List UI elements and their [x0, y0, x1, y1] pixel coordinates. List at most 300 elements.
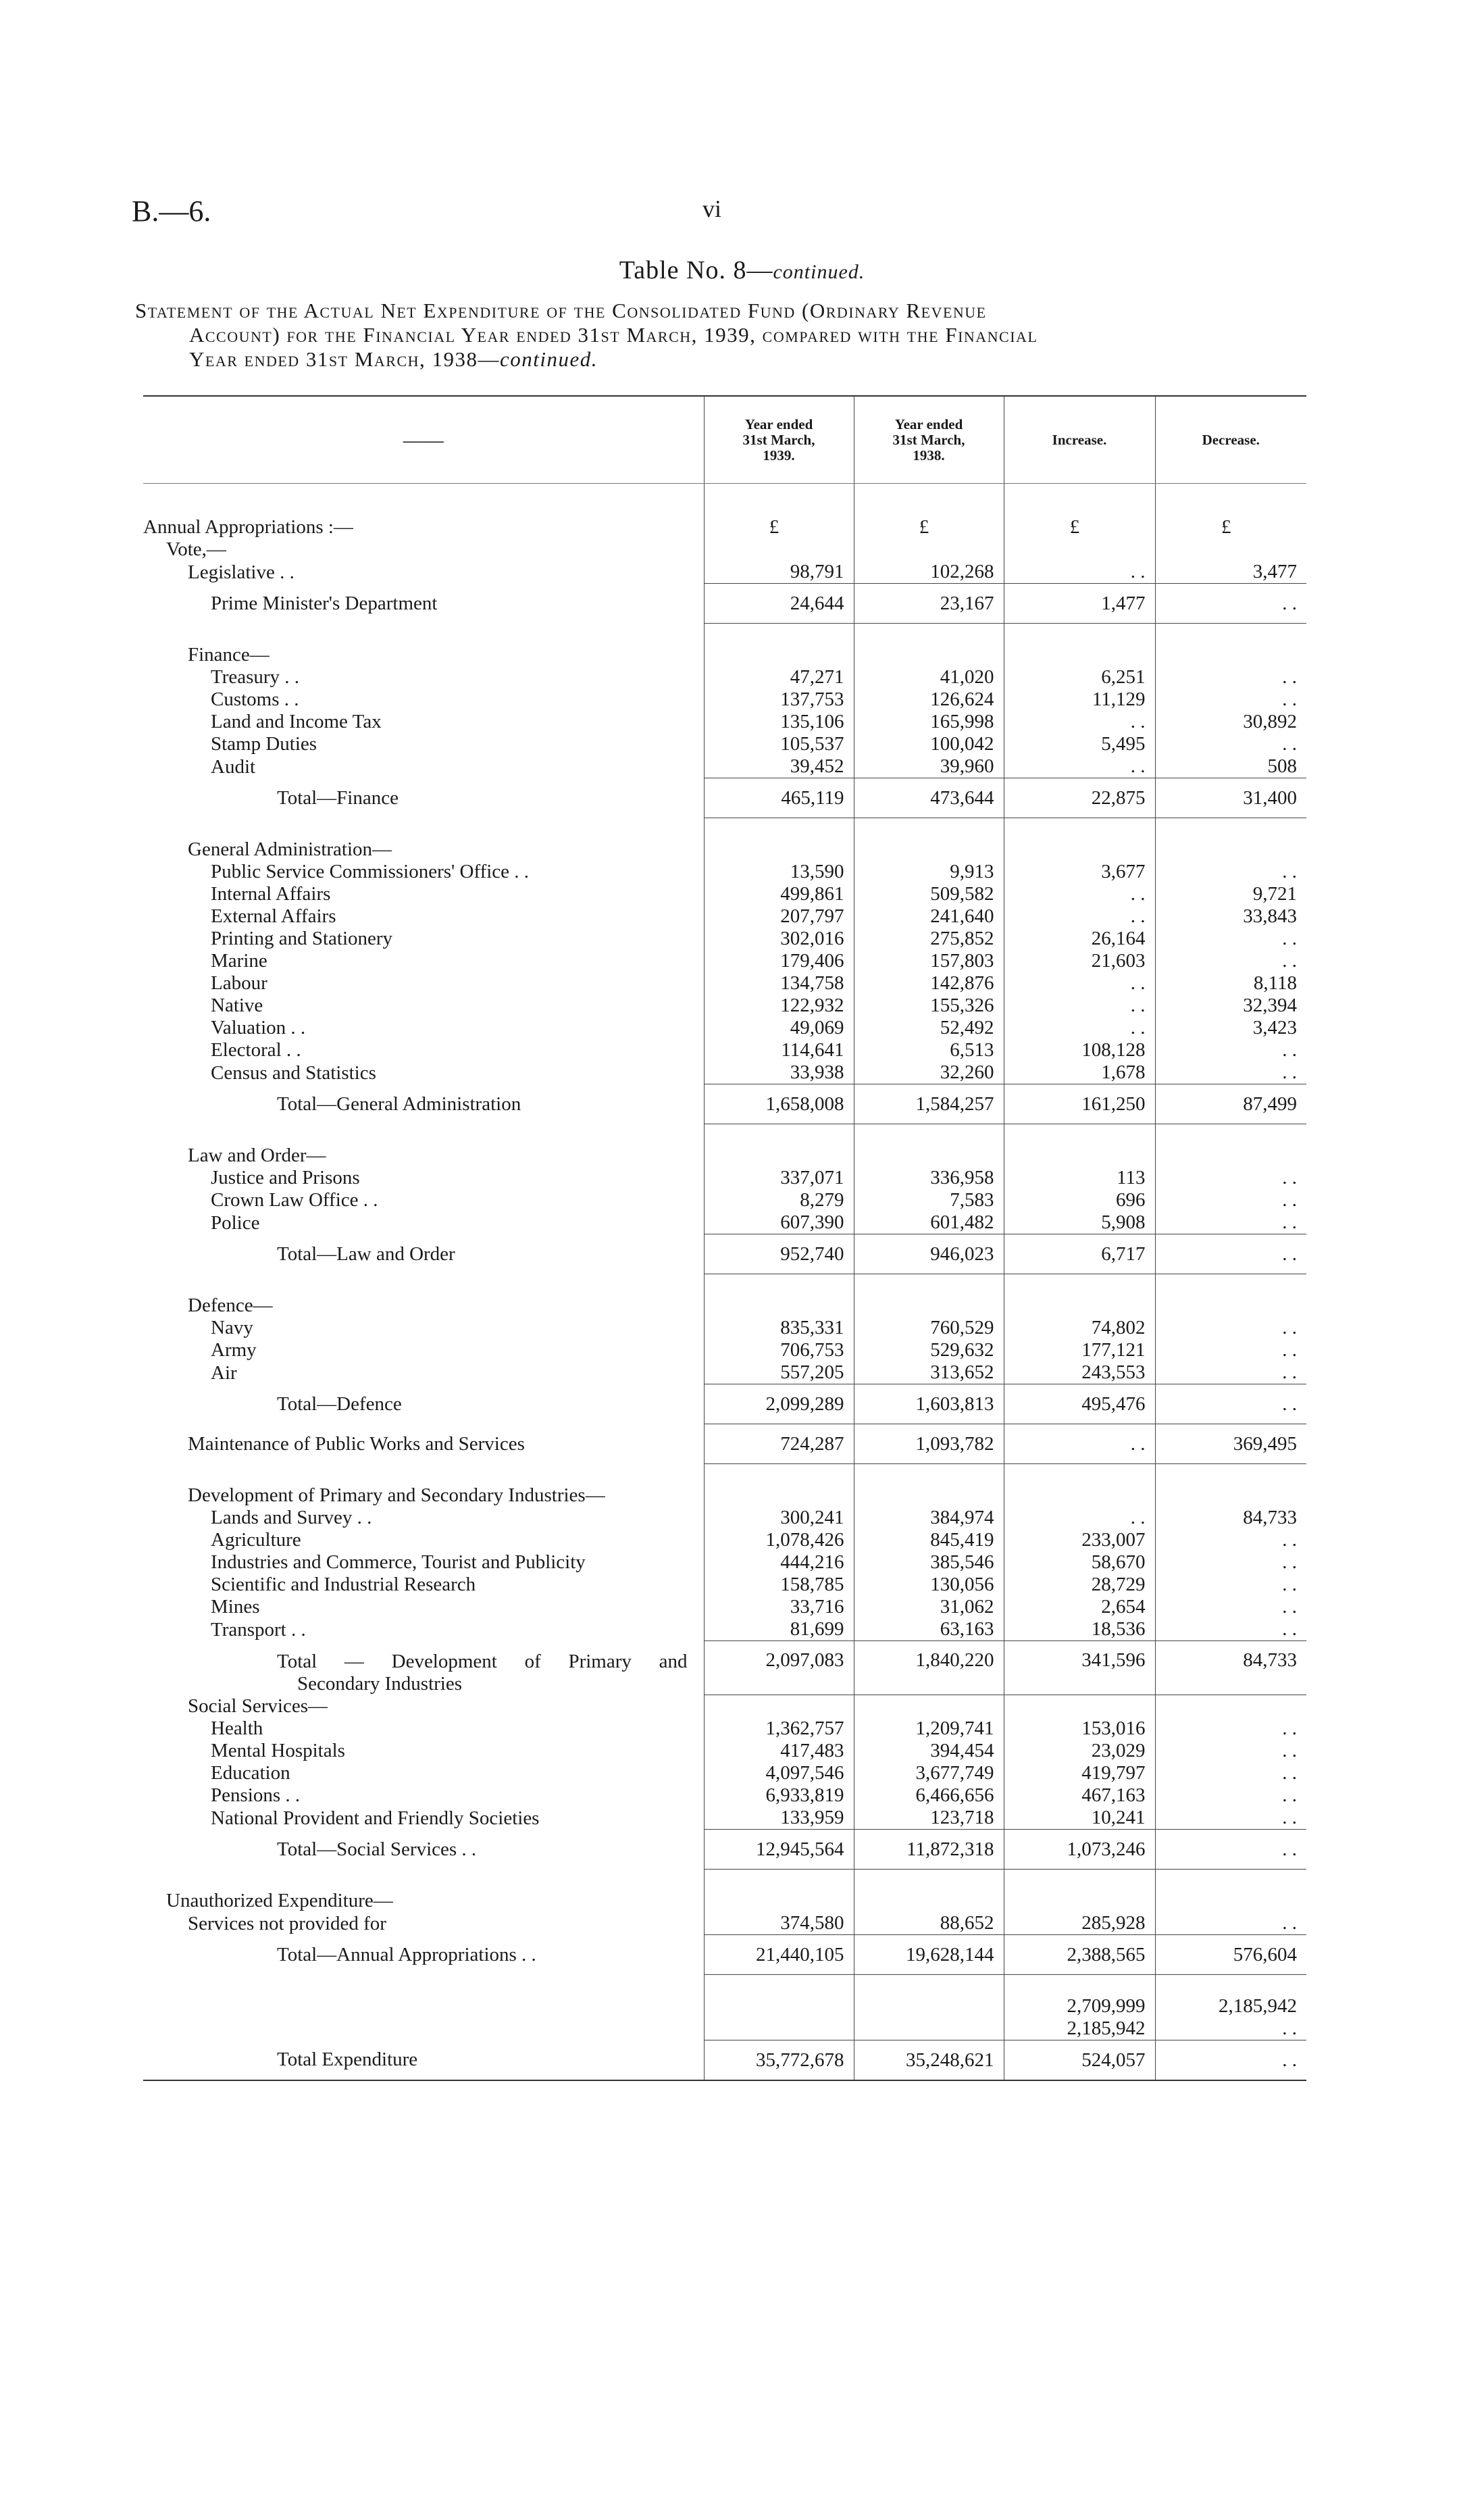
table-row [143, 905, 1306, 928]
value-1939: 835,331 [704, 1317, 854, 1339]
table-caption [135, 299, 1344, 372]
table-row [143, 838, 1306, 861]
value-1939: 8,279 [704, 1189, 854, 1211]
table-row [143, 1596, 1306, 1618]
row-label: Public Service Commissioners' Office . . [211, 861, 530, 882]
value-1939: 33,716 [704, 1596, 854, 1618]
value-increase: 113 [1004, 1167, 1155, 1189]
table-row [143, 1529, 1306, 1551]
table-row [143, 561, 1306, 584]
value-increase: . . [1004, 755, 1155, 778]
value-increase: . . [1004, 1507, 1155, 1529]
value-decrease: . . [1155, 1762, 1306, 1784]
table-title-main: Table No. 8— [619, 256, 773, 284]
value-increase: . . [1004, 883, 1155, 905]
value-1938: 529,632 [854, 1339, 1004, 1361]
table-row [143, 1017, 1306, 1039]
row-label: Police [211, 1211, 260, 1234]
value-1938: 126,624 [854, 688, 1004, 711]
row-label: Scientific and Industrial Research [211, 1574, 476, 1595]
value-increase: 1,678 [1004, 1061, 1155, 1084]
row-label: Valuation . . [211, 1017, 306, 1038]
value-increase: 2,185,942 [1004, 2018, 1155, 2040]
row-label: Agriculture [211, 1529, 301, 1551]
value-increase: 18,536 [1004, 1618, 1155, 1641]
value-decrease: . . [1155, 1912, 1306, 1935]
group-heading: Social Services— [188, 1695, 328, 1717]
value-1939: 4,097,546 [704, 1762, 854, 1784]
value-decrease: 31,400 [1155, 778, 1306, 818]
value-1938: 1,093,782 [854, 1424, 1004, 1464]
table-title [0, 255, 1484, 285]
value-decrease: . . [1155, 2040, 1306, 2081]
value-increase: . . [1004, 1424, 1155, 1464]
value-1938: 946,023 [854, 1234, 1004, 1274]
value-1938: 142,876 [854, 972, 1004, 995]
value-1939: 2,099,289 [704, 1384, 854, 1424]
value-1938: 100,042 [854, 733, 1004, 755]
currency-symbol: £ [1155, 516, 1306, 538]
value-increase: 161,250 [1004, 1084, 1155, 1124]
value-1938: 1,209,741 [854, 1718, 1004, 1740]
expenditure-table [143, 395, 1306, 2081]
table-row [143, 1211, 1306, 1234]
table-row [143, 1317, 1306, 1339]
group-heading: Development of Primary and Secondary Industries— [188, 1484, 605, 1506]
value-decrease: . . [1155, 1061, 1306, 1084]
value-1938: 123,718 [854, 1807, 1004, 1830]
caption-line-3-text: Year ended 31st March, 1938— [189, 347, 501, 371]
value-1939: 1,078,426 [704, 1529, 854, 1551]
table-row [143, 755, 1306, 778]
row-label: Annual Appropriations :— [143, 516, 353, 538]
value-decrease: . . [1155, 928, 1306, 950]
value-1939: 33,938 [704, 1061, 854, 1084]
header-1938-line: Year ended [894, 416, 963, 432]
table-row [143, 1424, 1306, 1464]
value-increase: 3,677 [1004, 861, 1155, 883]
row-label: Land and Income Tax [211, 711, 382, 732]
row-label: Total—Annual Appropriations . . [277, 1943, 536, 1965]
value-decrease: . . [1155, 1167, 1306, 1189]
value-1939: 300,241 [704, 1507, 854, 1529]
value-1938: 6,466,656 [854, 1784, 1004, 1807]
caption-line-3-continued: continued. [500, 347, 598, 371]
currency-symbol: £ [854, 516, 1004, 538]
value-1939: 114,641 [704, 1039, 854, 1061]
value-1939: 607,390 [704, 1211, 854, 1234]
value-increase: 2,709,999 [1004, 1995, 1155, 2018]
value-increase: . . [1004, 711, 1155, 733]
table-row [143, 972, 1306, 995]
row-label: Internal Affairs [211, 883, 331, 905]
row-label: Industries and Commerce, Tourist and Publicity [211, 1551, 586, 1573]
row-label: Census and Statistics [211, 1061, 376, 1084]
value-decrease: . . [1155, 1740, 1306, 1762]
row-label: Total—Law and Order [277, 1243, 455, 1265]
value-decrease: . . [1155, 1317, 1306, 1339]
value-1939: 21,440,105 [704, 1935, 854, 1975]
table-row [143, 1574, 1306, 1596]
value-1938: 241,640 [854, 905, 1004, 928]
group-heading: Defence— [188, 1295, 273, 1316]
value-1939: 12,945,564 [704, 1830, 854, 1870]
value-decrease: . . [1155, 1529, 1306, 1551]
value-increase: 58,670 [1004, 1551, 1155, 1574]
value-decrease: 9,721 [1155, 883, 1306, 905]
header-1938 [854, 396, 1004, 484]
value-1939: 137,753 [704, 688, 854, 711]
value-1939: 1,658,008 [704, 1084, 854, 1124]
value-decrease: 32,394 [1155, 995, 1306, 1017]
value-1939: 81,699 [704, 1618, 854, 1641]
row-label: Services not provided for [188, 1912, 386, 1934]
table-row [143, 1295, 1306, 1317]
row-label: Stamp Duties [211, 733, 317, 755]
value-decrease: . . [1155, 1339, 1306, 1361]
header-1939-line: 1939. [763, 447, 795, 463]
row-label: Justice and Prisons [211, 1167, 360, 1188]
row-label: Pensions . . [211, 1784, 301, 1806]
row-label: Education [211, 1762, 290, 1784]
value-decrease: . . [1155, 584, 1306, 624]
value-1939: 98,791 [704, 561, 854, 584]
header-1939-line: 31st March, [742, 431, 815, 448]
value-decrease: . . [1155, 1784, 1306, 1807]
value-increase: 74,802 [1004, 1317, 1155, 1339]
value-decrease: . . [1155, 950, 1306, 972]
value-increase: . . [1004, 972, 1155, 995]
value-1938: 336,958 [854, 1167, 1004, 1189]
value-decrease: . . [1155, 2018, 1306, 2040]
row-label: Printing and Stationery [211, 928, 393, 949]
value-1938: 19,628,144 [854, 1935, 1004, 1975]
value-decrease: 84,733 [1155, 1641, 1306, 1695]
value-decrease: . . [1155, 1718, 1306, 1740]
header-1939-line: Year ended [744, 416, 813, 432]
table-row [143, 1234, 1306, 1274]
value-1938: 35,248,621 [854, 2040, 1004, 2081]
value-1938: 23,167 [854, 584, 1004, 624]
value-increase: 233,007 [1004, 1529, 1155, 1551]
row-label: Treasury . . [211, 666, 300, 688]
table-row [143, 1384, 1306, 1424]
value-increase: 5,908 [1004, 1211, 1155, 1234]
row-label [143, 1641, 704, 1695]
value-1938: 313,652 [854, 1361, 1004, 1384]
table-row [143, 861, 1306, 883]
value-decrease: . . [1155, 666, 1306, 688]
value-decrease: 576,604 [1155, 1935, 1306, 1975]
value-1938: 760,529 [854, 1317, 1004, 1339]
page-reference: B.—6. [132, 195, 211, 228]
group-heading: Unauthorized Expenditure— [166, 1890, 393, 1911]
table-row [143, 1618, 1306, 1641]
value-1939: 2,097,083 [704, 1641, 854, 1695]
table-row [143, 538, 1306, 561]
value-decrease: 3,423 [1155, 1017, 1306, 1039]
value-1939: 24,644 [704, 584, 854, 624]
value-1939: 133,959 [704, 1807, 854, 1830]
value-decrease: 8,118 [1155, 972, 1306, 995]
value-increase: 495,476 [1004, 1384, 1155, 1424]
value-1938: 9,913 [854, 861, 1004, 883]
row-label: Total—Finance [277, 786, 399, 809]
row-label: External Affairs [211, 905, 336, 927]
value-1938: 601,482 [854, 1211, 1004, 1234]
value-1938: 6,513 [854, 1039, 1004, 1061]
table-row [143, 1912, 1306, 1935]
value-1939: 35,772,678 [704, 2040, 854, 2081]
table-row [143, 1484, 1306, 1507]
value-1939: 135,106 [704, 711, 854, 733]
value-decrease: . . [1155, 1830, 1306, 1870]
value-increase: 5,495 [1004, 733, 1155, 755]
value-decrease: . . [1155, 1596, 1306, 1618]
value-1939: 122,932 [704, 995, 854, 1017]
value-increase: . . [1004, 561, 1155, 584]
row-label: Navy [211, 1317, 253, 1338]
value-1939: 13,590 [704, 861, 854, 883]
value-1938: 845,419 [854, 1529, 1004, 1551]
value-decrease: . . [1155, 1618, 1306, 1641]
value-increase: 6,251 [1004, 666, 1155, 688]
value-1939: 39,452 [704, 755, 854, 778]
group-heading: Law and Order— [188, 1145, 326, 1166]
table-row [143, 1189, 1306, 1211]
value-1939: 105,537 [704, 733, 854, 755]
group-heading: General Administration— [188, 838, 392, 860]
value-1938: 384,974 [854, 1507, 1004, 1529]
table-row [143, 1061, 1306, 1084]
value-increase: 177,121 [1004, 1339, 1155, 1361]
value-1939: 465,119 [704, 778, 854, 818]
header-1938-line: 1938. [913, 447, 945, 463]
value-1939: 444,216 [704, 1551, 854, 1574]
row-label: Total—Social Services . . [277, 1838, 477, 1860]
table-row [143, 950, 1306, 972]
value-1938: 102,268 [854, 561, 1004, 584]
value-decrease: 369,495 [1155, 1424, 1306, 1464]
row-label: Marine [211, 950, 267, 972]
value-increase: 22,875 [1004, 778, 1155, 818]
value-decrease: 84,733 [1155, 1507, 1306, 1529]
value-1938: 509,582 [854, 883, 1004, 905]
value-1939: 47,271 [704, 666, 854, 688]
value-increase: 467,163 [1004, 1784, 1155, 1807]
value-1938: 7,583 [854, 1189, 1004, 1211]
value-increase: 6,717 [1004, 1234, 1155, 1274]
value-1938: 155,326 [854, 995, 1004, 1017]
value-1939: 952,740 [704, 1234, 854, 1274]
value-1938: 275,852 [854, 928, 1004, 950]
table-row [143, 1718, 1306, 1740]
table-row [143, 584, 1306, 624]
row-label-line: Total — Development of Primary and [277, 1650, 688, 1672]
row-label: Air [211, 1361, 237, 1384]
header-1938-line: 31st March, [892, 431, 965, 448]
row-label: Legislative . . [188, 561, 295, 583]
row-label: Vote,— [166, 538, 226, 560]
value-1938: 385,546 [854, 1551, 1004, 1574]
row-label: Native [211, 995, 263, 1016]
table-row [143, 1807, 1306, 1830]
value-decrease: . . [1155, 1361, 1306, 1384]
value-increase: 285,928 [1004, 1912, 1155, 1935]
caption-line-3 [135, 347, 1344, 372]
value-decrease: . . [1155, 861, 1306, 883]
value-1939: 417,483 [704, 1740, 854, 1762]
value-decrease: . . [1155, 1574, 1306, 1596]
table-row [143, 644, 1306, 666]
value-decrease: . . [1155, 1807, 1306, 1830]
currency-symbol: £ [704, 516, 854, 538]
value-1938: 32,260 [854, 1061, 1004, 1084]
value-1938: 1,603,813 [854, 1384, 1004, 1424]
row-label: Labour [211, 972, 267, 994]
row-label: Army [211, 1339, 257, 1361]
value-increase: 108,128 [1004, 1039, 1155, 1061]
table-row [143, 1784, 1306, 1807]
row-label: Prime Minister's Department [211, 592, 438, 614]
value-1938: 157,803 [854, 950, 1004, 972]
value-1938: 63,163 [854, 1618, 1004, 1641]
value-increase: 26,164 [1004, 928, 1155, 950]
value-1939: 207,797 [704, 905, 854, 928]
row-label: Audit [211, 755, 256, 778]
value-increase: 23,029 [1004, 1740, 1155, 1762]
currency-symbol: £ [1004, 516, 1155, 538]
table-row [143, 1695, 1306, 1718]
value-1939: 1,362,757 [704, 1718, 854, 1740]
value-decrease: 508 [1155, 755, 1306, 778]
value-decrease: . . [1155, 1039, 1306, 1061]
table-row [143, 1995, 1306, 2018]
value-decrease: 33,843 [1155, 905, 1306, 928]
row-label: Transport . . [211, 1618, 306, 1640]
value-1938: 130,056 [854, 1574, 1004, 1596]
value-decrease: . . [1155, 1211, 1306, 1234]
value-increase: . . [1004, 995, 1155, 1017]
value-increase: 10,241 [1004, 1807, 1155, 1830]
value-1938: 39,960 [854, 755, 1004, 778]
table-row [143, 1145, 1306, 1167]
header-increase: Increase. [1004, 396, 1155, 484]
caption-line-1: Statement of the Actual Net Expenditure of the Consolidated Fund (Ordinary Revenue [135, 299, 987, 322]
value-1939: 724,287 [704, 1424, 854, 1464]
value-increase: . . [1004, 1017, 1155, 1039]
table-row [143, 688, 1306, 711]
value-1939: 337,071 [704, 1167, 854, 1189]
table-row [143, 1167, 1306, 1189]
header-label: —— [143, 396, 704, 484]
value-1938: 1,840,220 [854, 1641, 1004, 1695]
header-1939 [704, 396, 854, 484]
group-heading: Finance— [188, 644, 270, 666]
value-increase: . . [1004, 905, 1155, 928]
value-increase: 341,596 [1004, 1641, 1155, 1695]
table-row [143, 1935, 1306, 1975]
value-increase: 243,553 [1004, 1361, 1155, 1384]
row-label-line: Secondary Industries [297, 1672, 463, 1695]
table-row [143, 1039, 1306, 1061]
value-1939: 374,580 [704, 1912, 854, 1935]
value-decrease: 87,499 [1155, 1084, 1306, 1124]
row-label: Total Expenditure [143, 2040, 704, 2081]
table-row [143, 1361, 1306, 1384]
table-row [143, 883, 1306, 905]
value-1939: 179,406 [704, 950, 854, 972]
table-row [143, 1507, 1306, 1529]
header-row [143, 396, 1306, 484]
table-row [143, 2040, 1306, 2081]
table-row [143, 1641, 1306, 1695]
row-label: Lands and Survey . . [211, 1507, 372, 1528]
value-decrease: . . [1155, 1551, 1306, 1574]
value-increase: 696 [1004, 1189, 1155, 1211]
value-increase: 524,057 [1004, 2040, 1155, 2081]
table-row [143, 1740, 1306, 1762]
value-1939: 706,753 [704, 1339, 854, 1361]
table-row [143, 666, 1306, 688]
value-1939: 158,785 [704, 1574, 854, 1596]
row-label: Crown Law Office . . [211, 1189, 378, 1211]
row-label: Health [211, 1718, 263, 1739]
value-decrease: . . [1155, 1189, 1306, 1211]
value-1939: 49,069 [704, 1017, 854, 1039]
value-decrease: 30,892 [1155, 711, 1306, 733]
value-1938: 473,644 [854, 778, 1004, 818]
page-number: vi [702, 195, 722, 222]
table-row [143, 995, 1306, 1017]
value-increase: 419,797 [1004, 1762, 1155, 1784]
value-1939: 302,016 [704, 928, 854, 950]
row-label: National Provident and Friendly Societies [211, 1807, 540, 1829]
value-1938: 41,020 [854, 666, 1004, 688]
value-1939: 557,205 [704, 1361, 854, 1384]
table-row [143, 778, 1306, 818]
value-1938: 1,584,257 [854, 1084, 1004, 1124]
table-row [143, 1830, 1306, 1870]
value-decrease: . . [1155, 733, 1306, 755]
table-row [143, 2018, 1306, 2040]
value-1938: 11,872,318 [854, 1830, 1004, 1870]
table-row [143, 484, 1306, 517]
caption-line-2: Account) for the Financial Year ended 31st March, 1939, compared with the Financial [189, 323, 1038, 347]
row-label: Total—Defence [277, 1393, 402, 1415]
value-decrease: 2,185,942 [1155, 1995, 1306, 2018]
value-1938: 88,652 [854, 1912, 1004, 1935]
value-decrease: . . [1155, 1234, 1306, 1274]
row-label: Electoral . . [211, 1039, 301, 1061]
value-decrease: . . [1155, 688, 1306, 711]
value-1939: 6,933,819 [704, 1784, 854, 1807]
table-row [143, 733, 1306, 755]
row-label: Mines [211, 1596, 260, 1618]
value-increase: 21,603 [1004, 950, 1155, 972]
value-decrease: . . [1155, 1384, 1306, 1424]
value-increase: 28,729 [1004, 1574, 1155, 1596]
value-increase: 2,654 [1004, 1596, 1155, 1618]
row-label: Total—General Administration [277, 1093, 521, 1115]
table-row [143, 1084, 1306, 1124]
row-label: Customs . . [211, 688, 299, 710]
value-increase: 11,129 [1004, 688, 1155, 711]
table-row [143, 516, 1306, 538]
table-title-continued: continued. [773, 261, 865, 283]
header-decrease: Decrease. [1155, 396, 1306, 484]
value-increase: 1,073,246 [1004, 1830, 1155, 1870]
